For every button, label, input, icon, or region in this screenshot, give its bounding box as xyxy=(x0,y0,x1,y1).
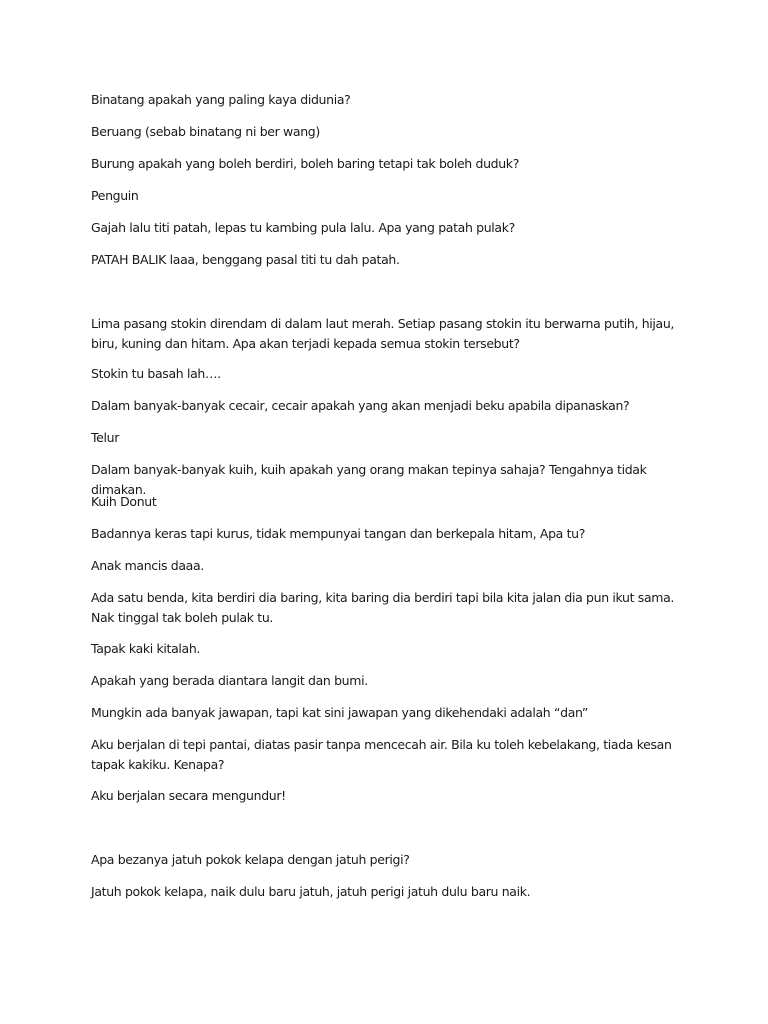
paragraph-21: Apa bezanya jatuh pokok kelapa dengan jatuh perigi? xyxy=(91,852,410,867)
paragraph-2: Beruang (sebab binatang ni ber wang) xyxy=(91,124,320,139)
paragraph-14: Anak mancis daaa. xyxy=(91,558,204,573)
paragraph-5: Gajah lalu titi patah, lepas tu kambing pula lalu. Apa yang patah pulak? xyxy=(91,220,515,235)
paragraph-18: Mungkin ada banyak jawapan, tapi kat sini jawapan yang dikehendaki adalah “dan” xyxy=(91,705,589,720)
paragraph-22: Jatuh pokok kelapa, naik dulu baru jatuh, jatuh perigi jatuh dulu baru naik. xyxy=(91,884,531,899)
paragraph-19: Aku berjalan di tepi pantai, diatas pasir tanpa mencecah air. Bila ku toleh kebelakang, tiada kesan tapak kakiku. Kenapa? xyxy=(91,737,672,772)
paragraph-15: Ada satu benda, kita berdiri dia baring, kita baring dia berdiri tapi bila kita jalan dia pun ikut sama. Nak tinggal tak boleh pulak tu. xyxy=(91,590,675,625)
paragraph-1: Binatang apakah yang paling kaya didunia? xyxy=(91,92,351,107)
paragraph-8: Stokin tu basah lah…. xyxy=(91,366,221,381)
paragraph-16: Tapak kaki kitalah. xyxy=(91,641,201,656)
paragraph-12: Kuih Donut xyxy=(91,494,157,509)
paragraph-10: Telur xyxy=(91,430,119,445)
paragraph-20: Aku berjalan secara mengundur! xyxy=(91,788,286,803)
paragraph-13: Badannya keras tapi kurus, tidak mempunyai tangan dan berkepala hitam, Apa tu? xyxy=(91,526,585,541)
paragraph-3: Burung apakah yang boleh berdiri, boleh baring tetapi tak boleh duduk? xyxy=(91,156,519,171)
paragraph-4: Penguin xyxy=(91,188,139,203)
paragraph-6: PATAH BALIK laaa, benggang pasal titi tu dah patah. xyxy=(91,252,400,267)
paragraph-11: Dalam banyak-banyak kuih, kuih apakah yang orang makan tepinya sahaja? Tengahnya tidak dimakan. xyxy=(91,462,647,497)
paragraph-7: Lima pasang stokin direndam di dalam laut merah. Setiap pasang stokin itu berwarna putih, hijau, biru, kuning dan hitam. Apa akan terjadi kepada semua stokin tersebut? xyxy=(91,316,675,351)
paragraph-17: Apakah yang berada diantara langit dan bumi. xyxy=(91,673,368,688)
paragraph-9: Dalam banyak-banyak cecair, cecair apakah yang akan menjadi beku apabila dipanaskan? xyxy=(91,398,630,413)
